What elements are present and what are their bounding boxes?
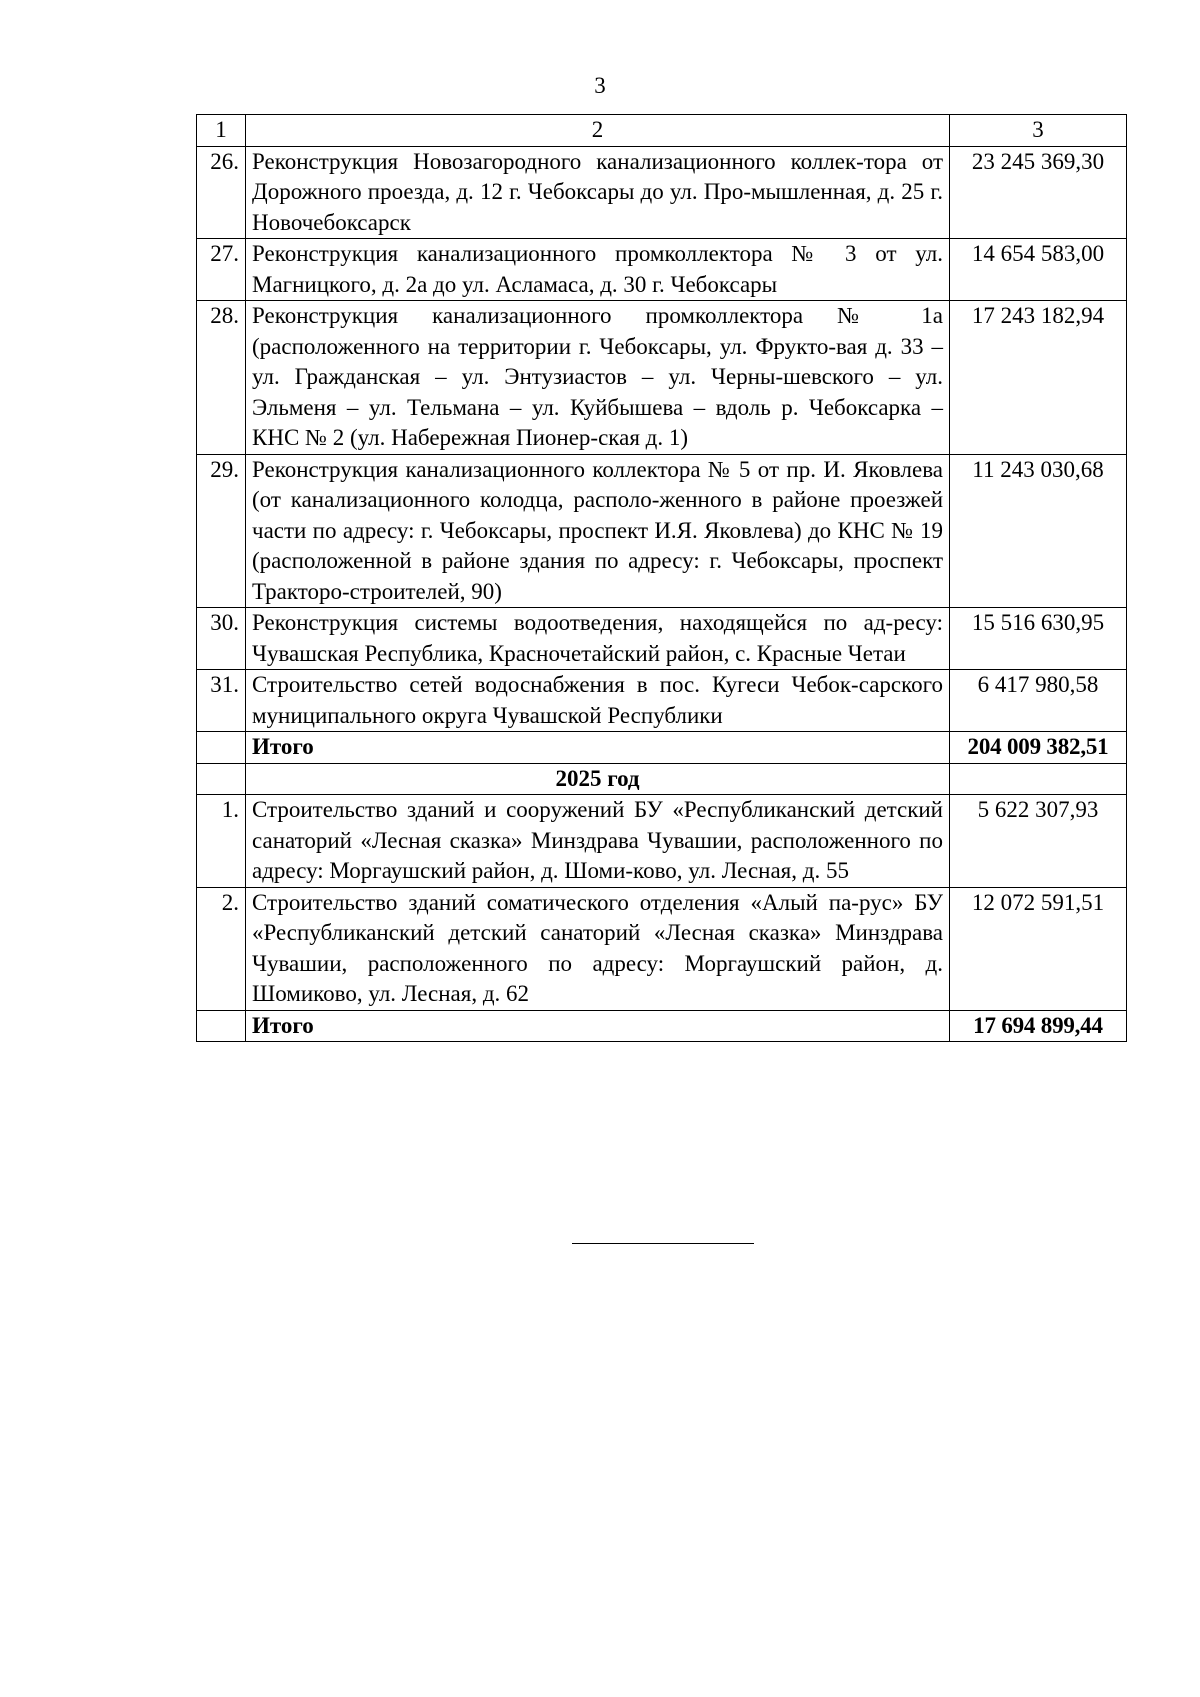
row-number: 29.	[197, 454, 246, 608]
table-row	[197, 239, 1127, 301]
end-of-document-rule	[572, 1243, 754, 1244]
row-amount: 15 516 630,95	[950, 608, 1127, 670]
row-number: 27.	[197, 239, 246, 301]
header-col-1: 1	[197, 115, 246, 147]
total-row	[197, 732, 1127, 764]
year-heading: 2025 год	[246, 763, 950, 795]
row-object-name: Реконструкция канализационного промколлектора № 1а (расположенного на территории г. Чебоксары, ул. Фрукто-вая д. 33 – ул. Гражданская – ул. Энтузиастов – ул. Черны-шевского – ул. Эльменя – ул. Тельмана – ул. Куйбышева – вдоль р. Чебоксарка – КНС № 2 (ул. Набережная Пионер-ская д. 1)	[246, 301, 950, 455]
row-amount: 6 417 980,58	[950, 670, 1127, 732]
row-object-name: Строительство зданий и сооружений БУ «Республиканский детский санаторий «Лесная сказка» Минздрава Чувашии, расположенного по адресу: Моргаушский район, д. Шоми-ково, ул. Лесная, д. 55	[246, 795, 950, 888]
row-object-name: Строительство зданий соматического отделения «Алый па-рус» БУ «Республиканский детский санаторий «Лесная сказка» Минздрава Чувашии, расположенного по адресу: Моргаушский район, д. Шомиково, ул. Лесная, д. 62	[246, 887, 950, 1010]
row-number: 2.	[197, 887, 246, 1010]
row-amount: 17 243 182,94	[950, 301, 1127, 455]
row-amount: 12 072 591,51	[950, 887, 1127, 1010]
table-row	[197, 608, 1127, 670]
row-number: 31.	[197, 670, 246, 732]
total-empty-cell	[197, 1010, 246, 1042]
table-row	[197, 670, 1127, 732]
funding-table	[196, 114, 1127, 1042]
total-label: Итого	[246, 732, 950, 764]
year-heading-row	[197, 763, 1127, 795]
table-row	[197, 301, 1127, 455]
table-row	[197, 887, 1127, 1010]
total-label: Итого	[246, 1010, 950, 1042]
row-amount: 5 622 307,93	[950, 795, 1127, 888]
year-empty-cell	[950, 763, 1127, 795]
row-object-name: Реконструкция канализационного коллектора № 5 от пр. И. Яковлева (от канализационного колодца, располо-женного в районе проезжей части по адресу: г. Чебоксары, проспект И.Я. Яковлева) до КНС № 19 (расположенной в районе здания по адресу: г. Чебоксары, проспект Тракторо-строителей, 90)	[246, 454, 950, 608]
year-empty-cell	[197, 763, 246, 795]
total-row	[197, 1010, 1127, 1042]
row-number: 1.	[197, 795, 246, 888]
table-row	[197, 795, 1127, 888]
row-number: 30.	[197, 608, 246, 670]
header-col-2: 2	[246, 115, 950, 147]
header-col-3: 3	[950, 115, 1127, 147]
table-header-row	[197, 115, 1127, 147]
page-number: 3	[594, 73, 606, 98]
total-amount: 17 694 899,44	[950, 1010, 1127, 1042]
table-row	[197, 454, 1127, 608]
row-number: 28.	[197, 301, 246, 455]
row-amount: 23 245 369,30	[950, 146, 1127, 239]
row-number: 26.	[197, 146, 246, 239]
row-amount: 11 243 030,68	[950, 454, 1127, 608]
row-object-name: Реконструкция канализационного промколлектора № 3 от ул. Магницкого, д. 2а до ул. Асламаса, д. 30 г. Чебоксары	[246, 239, 950, 301]
table-row	[197, 146, 1127, 239]
total-empty-cell	[197, 732, 246, 764]
row-object-name: Реконструкция Новозагородного канализационного коллек-тора от Дорожного проезда, д. 12 г. Чебоксары до ул. Про-мышленная, д. 25 г. Новочебоксарск	[246, 146, 950, 239]
row-object-name: Реконструкция системы водоотведения, находящейся по ад-ресу: Чувашская Республика, Красночетайский район, с. Красные Четаи	[246, 608, 950, 670]
total-amount: 204 009 382,51	[950, 732, 1127, 764]
row-object-name: Строительство сетей водоснабжения в пос. Кугеси Чебок-сарского муниципального округа Чувашской Республики	[246, 670, 950, 732]
row-amount: 14 654 583,00	[950, 239, 1127, 301]
